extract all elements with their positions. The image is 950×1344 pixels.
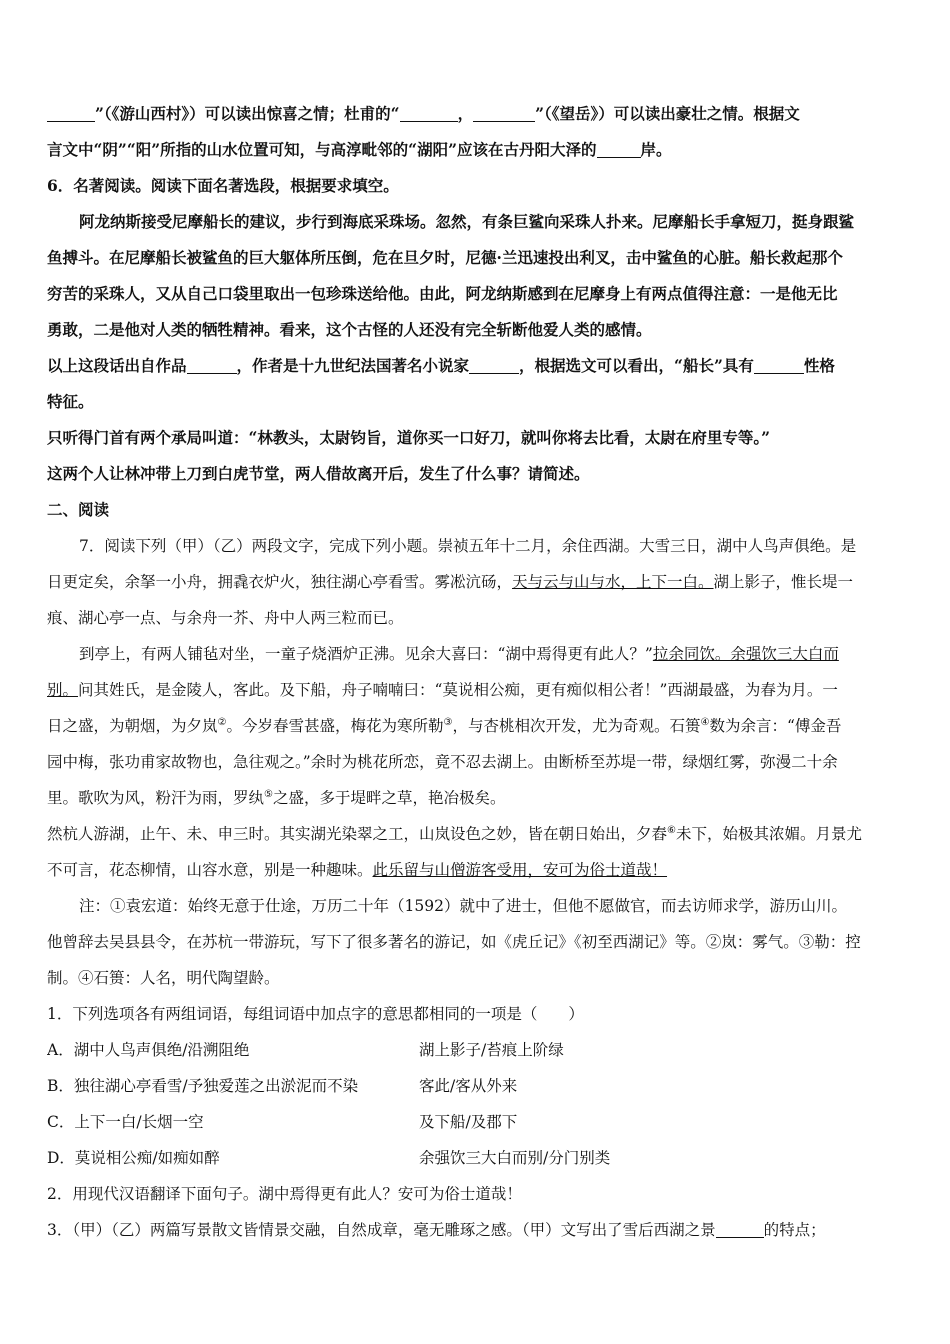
sub2-stem: 2．用现代汉语翻译下面句子。湖中焉得更有此人？安可为俗士道哉！ bbox=[47, 1185, 522, 1203]
q6-passage-line: 穷苦的采珠人，又从自己口袋里取出一包珍珠送给他。由此，阿龙纳斯感到在尼摩身上有两点值得注意：一是他无比 bbox=[47, 284, 838, 303]
option-c[interactable]: C．上下一白/长烟一空 及下船/及郡下 bbox=[47, 1113, 518, 1131]
q6-quote: 只听得门首有两个承局叫道：“林教头，太尉钧旨，道你买一口好刀，就叫你将去比看，太尉在府里专等。” bbox=[47, 428, 771, 447]
underlined-sentence: 此乐留与山僧游客受用，安可为俗士道哉！ bbox=[372, 861, 668, 879]
q7-line: 痕、湖心亭一点、与余舟一芥、舟中人两三粒而已。 bbox=[47, 609, 404, 627]
q7-line: 7．阅读下列（甲）（乙）两段文字，完成下列小题。崇祯五年十二月，余住西湖。大雪三日，湖中人鸟声俱绝。是 bbox=[79, 537, 857, 555]
q6-fill-line: 以上这段话出自作品 ，作者是十九世纪法国著名小说家 ，根据选文可以看出，“船长”具有 性格 bbox=[47, 356, 835, 375]
underlined-sentence: 天与云与山与水，上下一白。 bbox=[512, 573, 714, 591]
q6-passage-line: 阿龙纳斯接受尼摩船长的建议，步行到海底采珠场。忽然，有条巨鲨向采珠人扑来。尼摩船长手拿短刀，挺身跟鲨 bbox=[79, 212, 855, 231]
q7-line: 然杭人游湖，止午、未、申三时。其实湖光染翠之工，山岚设色之妙，皆在朝日始出，夕舂⑥未下，始极其浓媚。月景尤 bbox=[47, 824, 862, 843]
q6-fill-line-end: 特征。 bbox=[47, 392, 94, 411]
q5-line-2: 言文中“阴”“阳”所指的山水位置可知，与高淳毗邻的“湖阳”应该在古丹阳大泽的 岸。 bbox=[47, 140, 672, 159]
underlined-sentence: 拉余同饮。余强饮三大白而 bbox=[652, 645, 839, 663]
q6-passage-line: 勇敢，二是他对人类的牺牲精神。看来，这个古怪的人还没有完全斩断他爱人类的感情。 bbox=[47, 320, 652, 339]
answer-blank[interactable] bbox=[400, 106, 458, 123]
sub1-stem: 1．下列选项各有两组词语，每组词语中加点字的意思都相同的一项是（ ） bbox=[47, 1005, 584, 1023]
footnote-marker: ② bbox=[217, 716, 227, 728]
q6-question: 这两个人让林冲带上刀到白虎节堂，两人借故离开后，发生了什么事？请简述。 bbox=[47, 464, 590, 483]
footnote-marker: ⑥ bbox=[667, 824, 676, 836]
q7-line: 日更定矣，余拏一小舟，拥毳衣炉火，独往湖心亭看雪。雾凇沆砀，天与云与山与水，上下一白。湖上影子，惟长堤一 bbox=[47, 573, 854, 591]
q7-line: 里。歌吹为风，粉汗为雨，罗纨⑤之盛，多于堤畔之草，艳冶极矣。 bbox=[47, 788, 506, 807]
option-a[interactable]: A．湖中人鸟声俱绝/沿溯阻绝 湖上影子/苔痕上阶绿 bbox=[47, 1041, 564, 1059]
answer-blank[interactable] bbox=[469, 358, 519, 375]
q6-title: 6．名著阅读。阅读下面名著选段，根据要求填空。 bbox=[47, 176, 399, 195]
underlined-sentence: 别。 bbox=[47, 681, 79, 699]
q7-line: 日之盛，为朝烟，为夕岚②。今岁春雪甚盛，梅花为寒所勒③，与杏桃相次开发，尤为奇观。石篑④数为余言：“傅金吾 bbox=[47, 716, 842, 735]
sub3-stem: 3．（甲）（乙）两篇写景散文皆情景交融，自然成章，毫无雕琢之感。（甲）文写出了雪后西湖之景 的特点； bbox=[47, 1221, 826, 1239]
q7-line: 到亭上，有两人铺毡对坐，一童子烧酒炉正沸。见余大喜曰：“湖中焉得更有此人？”拉余同饮。余强饮三大白而 bbox=[79, 645, 839, 663]
q7-note: 制。④石篑：人名，明代陶望龄。 bbox=[47, 969, 280, 987]
q5-line-1: ”（《游山西村》）可以读出惊喜之情；杜甫的“ ， ”（《望岳》）可以读出豪壮之情。根据文 bbox=[47, 96, 907, 132]
q7-note: 他曾辞去吴县县令，在苏杭一带游玩，写下了很多著名的游记，如《虎丘记》《初至西湖记》等。②岚：雾气。③勒：控 bbox=[47, 933, 861, 951]
q7-line: 不可言，花态柳情，山容水意，别是一种趣味。此乐留与山僧游客受用，安可为俗士道哉！ bbox=[47, 861, 668, 879]
q7-note: 注：①袁宏道：始终无意于仕途，万历二十年（1592）就中了进士，但他不愿做官，而去访师求学，游历山川。 bbox=[79, 897, 847, 915]
q7-line: 园中梅，张功甫家故物也，急往观之。”余时为桃花所恋，竟不忍去湖上。由断桥至苏堤一带，绿烟红雾，弥漫二十余 bbox=[47, 753, 838, 771]
q6-passage-line: 鱼搏斗。在尼摩船长被鲨鱼的巨大躯体所压倒，危在旦夕时，尼德·兰迅速投出利叉，击中鲨鱼的心脏。船长救起那个 bbox=[47, 248, 843, 267]
footnote-marker: ③ bbox=[443, 716, 453, 728]
answer-blank[interactable] bbox=[187, 358, 237, 375]
section-title: 二、阅读 bbox=[47, 500, 110, 519]
answer-blank[interactable] bbox=[47, 106, 95, 123]
option-b[interactable]: B．独往湖心亭看雪/予独爱莲之出淤泥而不染 客此/客从外来 bbox=[47, 1077, 518, 1095]
q7-line: 别。问其姓氏，是金陵人，客此。及下船，舟子喃喃曰：“莫说相公痴，更有痴似相公者！”西湖最盛，为春为月。一 bbox=[47, 681, 838, 699]
exam-page bbox=[47, 96, 907, 1248]
answer-blank[interactable] bbox=[754, 358, 804, 375]
answer-blank[interactable] bbox=[473, 106, 535, 123]
option-d[interactable]: D．莫说相公痴/如痴如醉 余强饮三大白而别/分门别类 bbox=[47, 1149, 611, 1167]
footnote-marker: ⑤ bbox=[264, 788, 273, 800]
footnote-marker: ④ bbox=[700, 716, 710, 728]
answer-blank[interactable] bbox=[597, 142, 641, 159]
answer-blank[interactable] bbox=[716, 1222, 764, 1239]
